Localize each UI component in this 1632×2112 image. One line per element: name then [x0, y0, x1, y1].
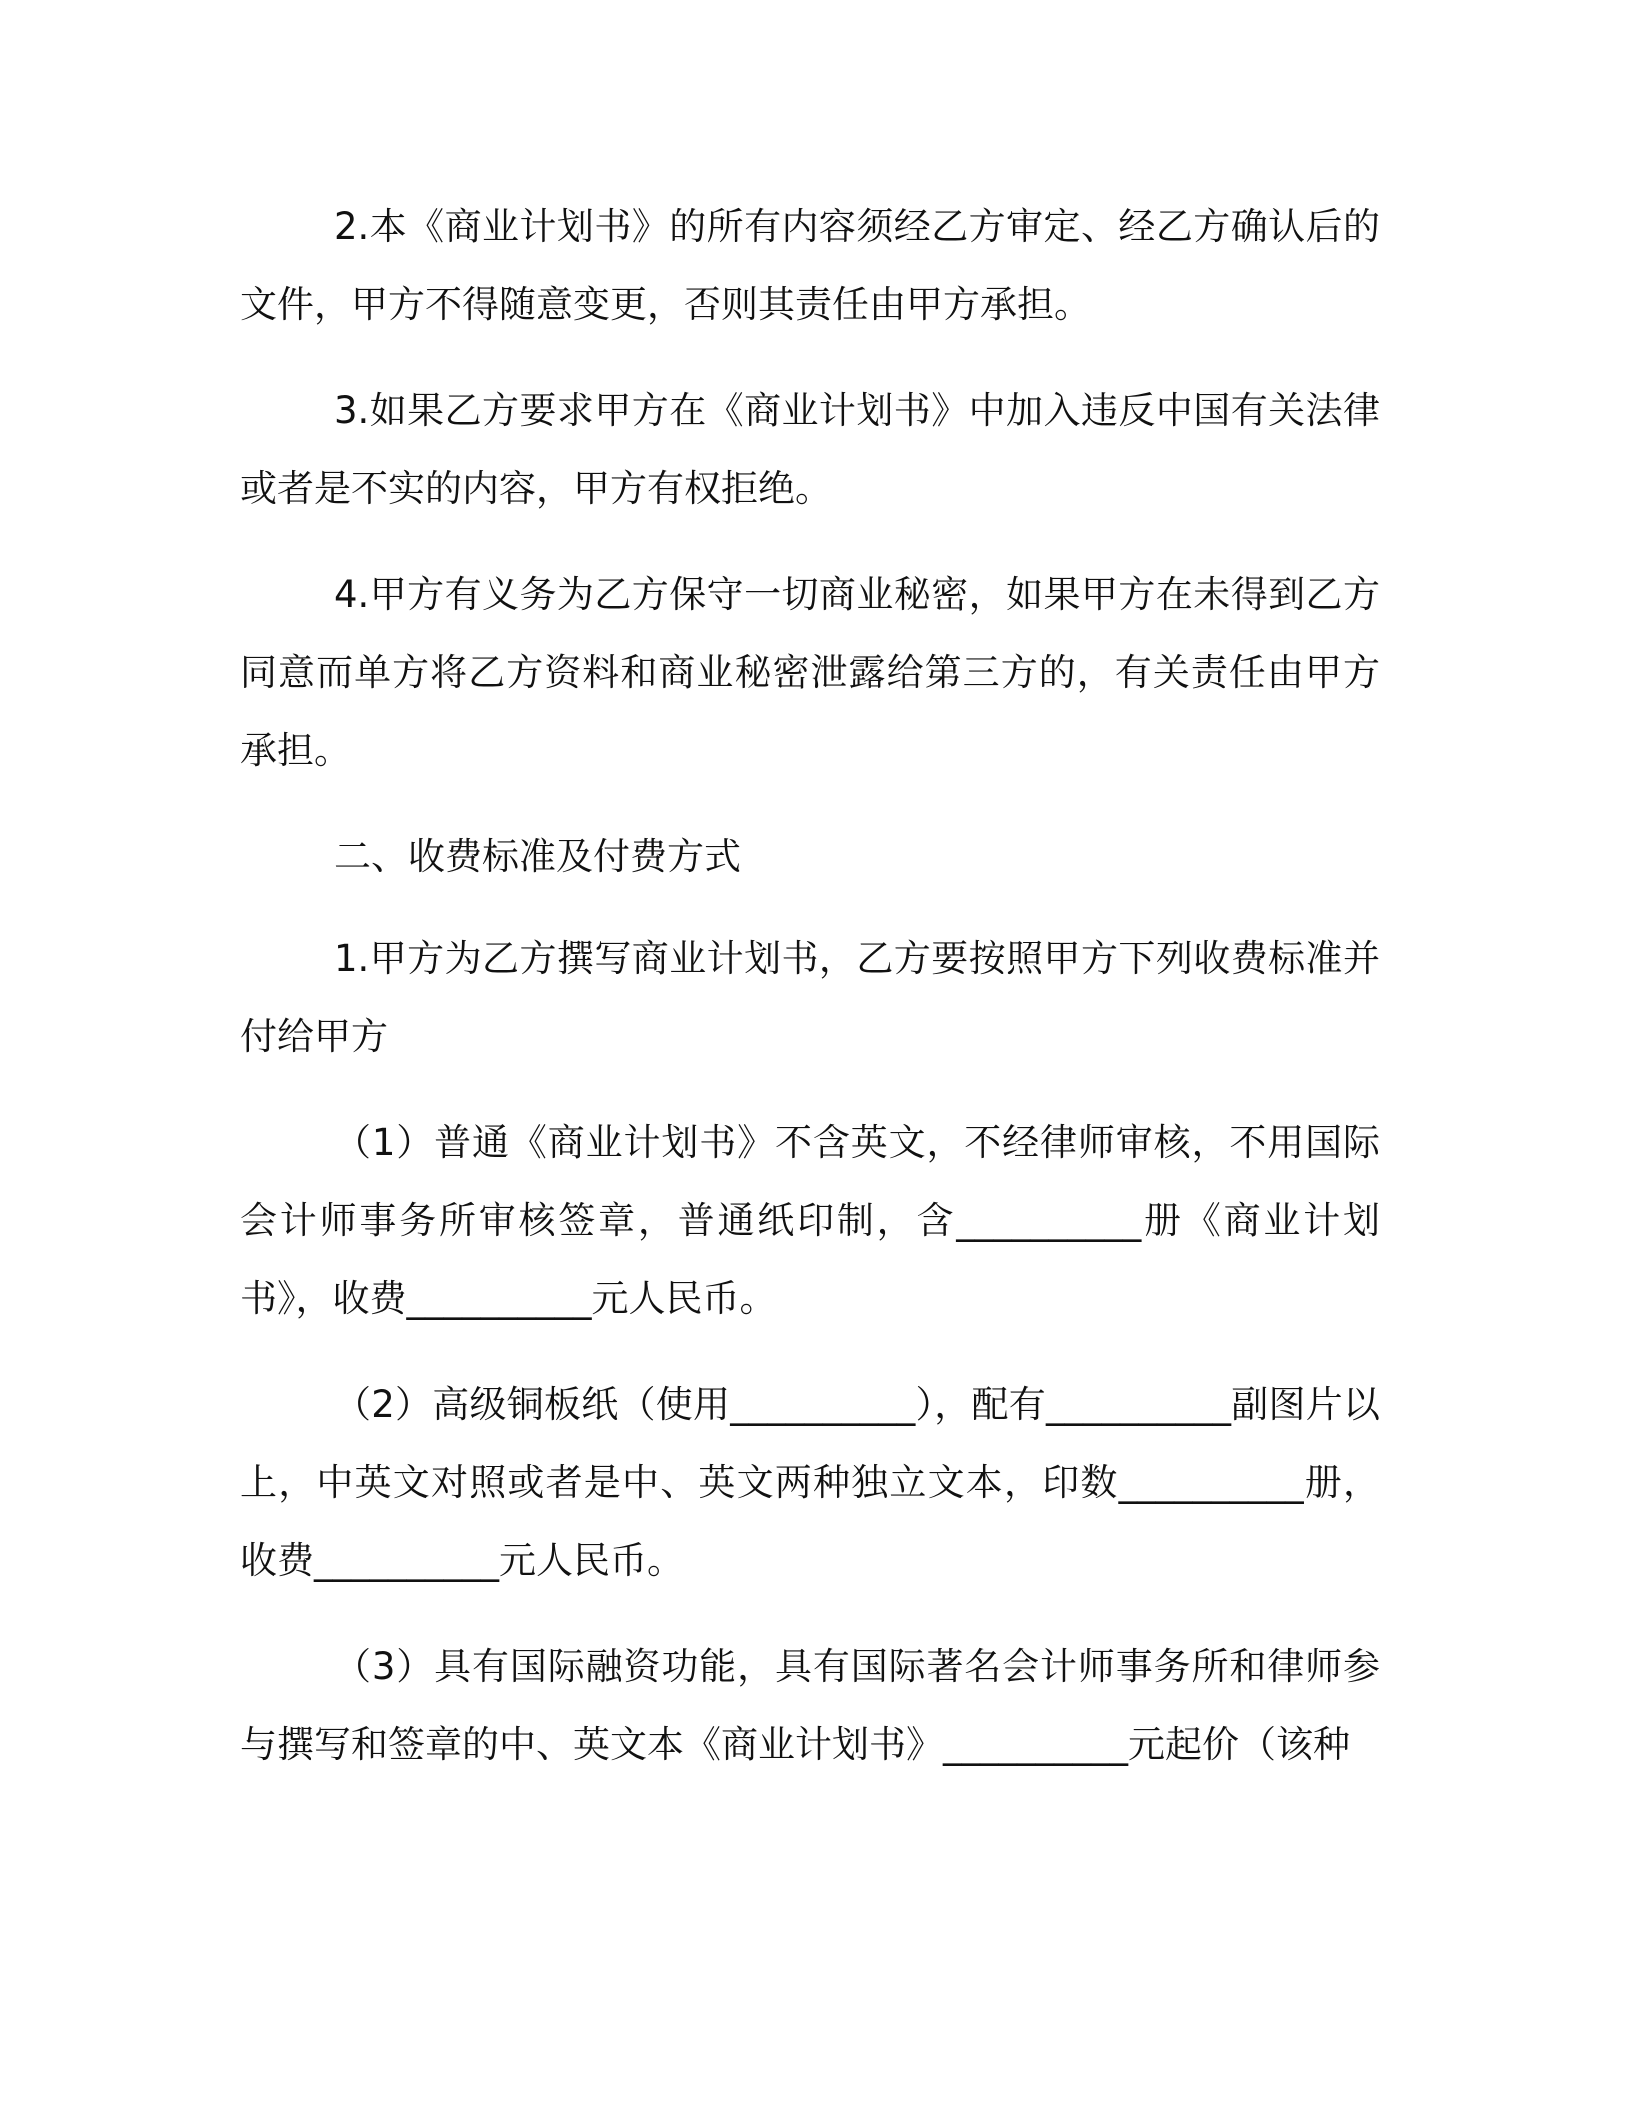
- fee-item-2: （2）高级铜板纸（使用__________），配有__________副图片以上，中英文对照或者是中、英文两种独立文本，印数__________册，收费__________元人民币。: [240, 1383, 1380, 1582]
- fee-item-1: （1）普通《商业计划书》不含英文，不经律师审核，不用国际会计师事务所审核签章，普通纸印制，含__________册《商业计划书》，收费__________元人民币。: [240, 1121, 1380, 1320]
- document-body: [240, 188, 1380, 1812]
- fee-clause-1: 1.甲方为乙方撰写商业计划书，乙方要按照甲方下列收费标准并付给甲方: [240, 937, 1380, 1058]
- clause-4: 4.甲方有义务为乙方保守一切商业秘密，如果甲方在未得到乙方同意而单方将乙方资料和商业秘密泄露给第三方的，有关责任由甲方承担。: [240, 573, 1380, 772]
- section-heading-fees: 二、收费标准及付费方式: [334, 835, 741, 878]
- clause-2: 2.本《商业计划书》的所有内容须经乙方审定、经乙方确认后的文件，甲方不得随意变更，否则其责任由甲方承担。: [240, 205, 1380, 326]
- clause-3: 3.如果乙方要求甲方在《商业计划书》中加入违反中国有关法律或者是不实的内容，甲方有权拒绝。: [240, 389, 1380, 510]
- fee-item-3: （3）具有国际融资功能，具有国际著名会计师事务所和律师参与撰写和签章的中、英文本《商业计划书》__________元起价（该种: [240, 1645, 1380, 1766]
